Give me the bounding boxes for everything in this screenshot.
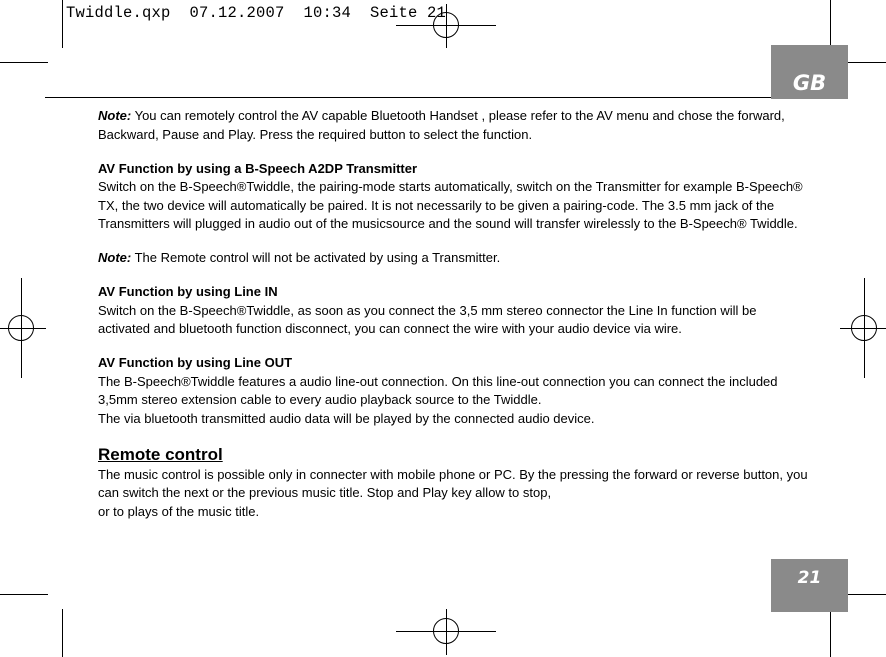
section-heading: AV Function by using Line IN [98, 284, 278, 299]
language-tab: GB [771, 45, 848, 99]
header-rule [45, 97, 771, 98]
section-body: The music control is possible only in connecter with mobile phone or PC. By the pressing the forward or reverse button, you can switch the next or the previous music title. Stop and Play key allow to stop, [98, 466, 808, 500]
section-line-in [98, 283, 808, 339]
section-body: Switch on the B-Speech®Twiddle, as soon as you connect the 3,5 mm stereo connector the Line In function will be activated and bluetooth function disconnect, you can connect the wire with your audio device via wire. [98, 302, 757, 336]
note-label: Note: [98, 108, 132, 123]
section-a2dp [98, 160, 808, 234]
crop-mark [830, 0, 831, 48]
section-line-out [98, 354, 808, 428]
section-body: The via bluetooth transmitted audio data will be played by the connected audio device. [98, 410, 595, 426]
section-body: or to plays of the music title. [98, 503, 260, 519]
note-text: You can remotely control the AV capable Bluetooth Handset , please refer to the AV menu and chose the forward, Backward, Pause and Play. Press the required button to select the function. [98, 108, 785, 142]
note-label: Note: [98, 250, 132, 265]
crop-mark [62, 0, 63, 48]
crop-mark [830, 609, 831, 657]
section-title: Remote control [98, 444, 223, 464]
section-heading: AV Function by using Line OUT [98, 355, 293, 370]
section-body: The B-Speech®Twiddle features a audio line-out connection. On this line-out connection you can connect the included 3,5mm stereo extension cable to every audio playback source to the Twiddle. [98, 373, 778, 407]
crop-mark [62, 609, 63, 657]
intro-note [98, 107, 808, 144]
section-remote-control [98, 444, 808, 522]
section-heading: AV Function by using a B-Speech A2DP Transmitter [98, 160, 418, 176]
page-content [98, 107, 808, 537]
slug-line: Twiddle.qxp 07.12.2007 10:34 Seite 21 [66, 4, 447, 22]
note-text: The Remote control will not be activated by using a Transmitter. [131, 250, 501, 265]
page-number: 21 [771, 559, 848, 612]
crop-mark [0, 594, 48, 595]
transmitter-note [98, 249, 808, 268]
section-body: Switch on the B-Speech®Twiddle, the pairing-mode starts automatically, switch on the Transmitter for example B-Speech® TX, the two device will automatically be paired. It is not necessarily to be given a pairing-code. The 3.5 mm jack of the Transmitters will plugged in audio out of the musicsource and the sound will transfer wirelessly to the B-Speech® Twiddle. [98, 179, 803, 231]
crop-mark [0, 62, 48, 63]
